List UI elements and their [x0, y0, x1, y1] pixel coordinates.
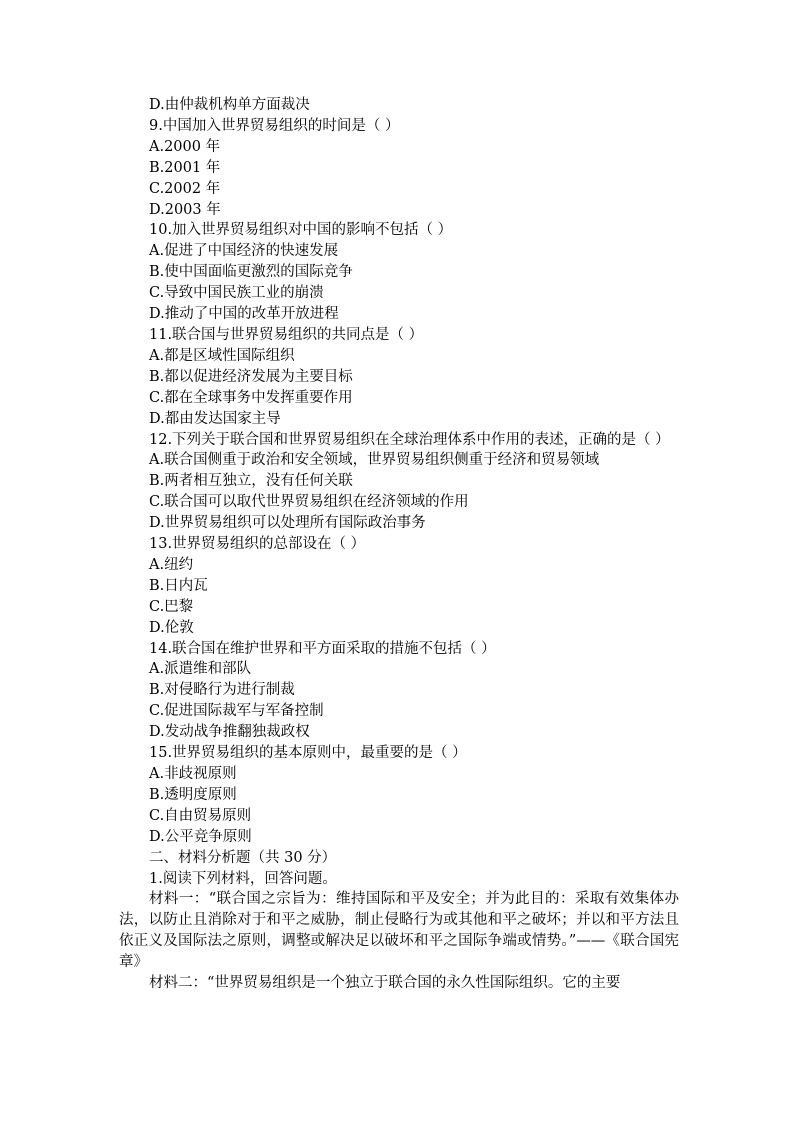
text-line: D.由仲裁机构单方面裁决 [149, 97, 310, 113]
option-line: D.发动战争推翻独裁政权 [149, 724, 310, 741]
option-line: A.非歧视原则 [149, 766, 237, 782]
option-line: D.推动了中国的改革开放进程 [149, 306, 339, 323]
material-question-1: 1.阅读下列材料，回答问题。 [149, 870, 337, 887]
option-line: C.都在全球事务中发挥重要作用 [149, 389, 353, 406]
option-line: A.促进了中国经济的快速发展 [149, 243, 339, 260]
option-line: D.世界贸易组织可以处理所有国际政治事务 [149, 515, 426, 532]
question-14: 14.联合国在维护世界和平方面采取的措施不包括（ ） [149, 640, 496, 657]
option-line: D.伦敦 [149, 619, 194, 636]
question-13: 13.世界贸易组织的总部设在（ ） [149, 536, 366, 553]
option-line: C.自由贸易原则 [149, 807, 252, 824]
option-line: C.2002 年 [149, 180, 221, 197]
option-line: C.联合国可以取代世界贸易组织在经济领域的作用 [149, 494, 469, 511]
option-line: A.派遣维和部队 [149, 661, 252, 678]
option-line: A.纽约 [149, 556, 194, 573]
option-line: A.都是区域性国际组织 [149, 347, 295, 364]
option-line: C.促进国际裁军与军备控制 [149, 703, 324, 720]
option-line: B.对侵略行为进行制裁 [149, 682, 295, 699]
document-page [119, 95, 679, 994]
question-15: 15.世界贸易组织的基本原则中，最重要的是（ ） [149, 745, 467, 762]
question-10: 10.加入世界贸易组织对中国的影响不包括（ ） [149, 222, 453, 239]
question-11: 11.联合国与世界贸易组织的共同点是（ ） [149, 326, 424, 343]
material-one: 材料一：“联合国之宗旨为：维持国际和平及安全；并为此目的：采取有效集体办法，以防止且消除对于和平之威胁，制止侵略行为或其他和平之破坏；并以和平方法且依正义及国际法之原则，调整或解决足以破坏和平之国际争端或情势。”——《联合国宪章》 [119, 891, 679, 971]
option-line: A.联合国侧重于政治和安全领域，世界贸易组织侧重于经济和贸易领域 [149, 452, 600, 469]
option-line: B.日内瓦 [149, 577, 208, 594]
option-line: B.透明度原则 [149, 786, 237, 803]
option-line: C.巴黎 [149, 598, 194, 615]
option-line: B.两者相互独立，没有任何关联 [149, 473, 353, 490]
question-12: 12.下列关于联合国和世界贸易组织在全球治理体系中作用的表述，正确的是（ ） [149, 431, 670, 448]
option-line: B.都以促进经济发展为主要目标 [149, 368, 353, 385]
option-line: C.导致中国民族工业的崩溃 [149, 285, 324, 302]
section-heading: 二、材料分析题（共 30 分） [149, 849, 337, 866]
question-9: 9.中国加入世界贸易组织的时间是（ ） [149, 117, 400, 134]
option-line: B.2001 年 [149, 159, 221, 176]
option-line: D.公平竞争原则 [149, 828, 252, 845]
option-line: D.都由发达国家主导 [149, 410, 281, 427]
option-line: A.2000 年 [149, 138, 221, 155]
option-line: B.使中国面临更激烈的国际竞争 [149, 264, 353, 281]
material-two: 材料二：“世界贸易组织是一个独立于联合国的永久性国际组织。它的主要 [149, 975, 621, 992]
option-line: D.2003 年 [149, 201, 221, 218]
